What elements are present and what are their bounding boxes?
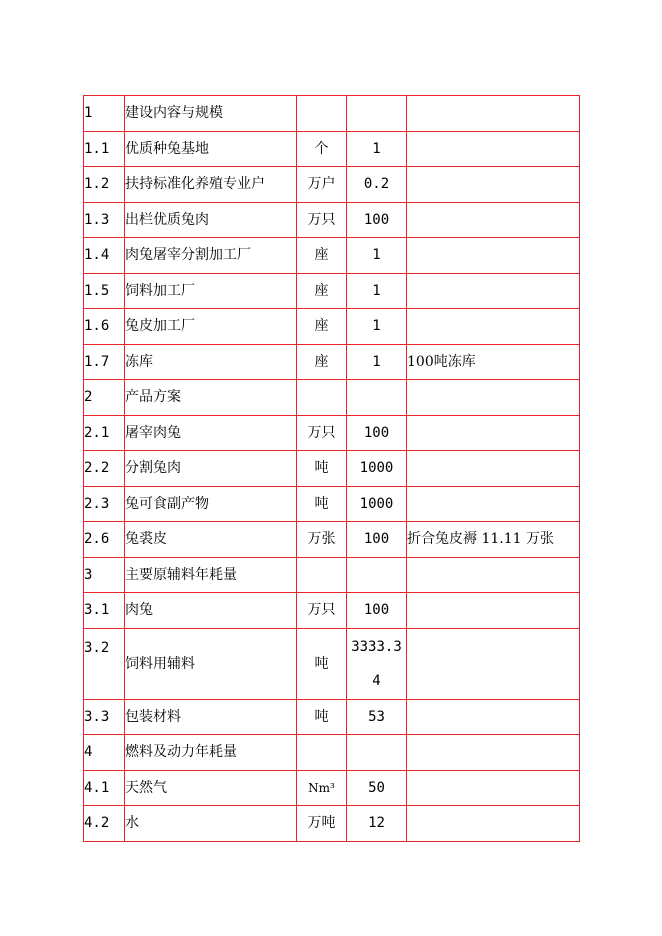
row-number: 1.1 (84, 131, 125, 167)
row-quantity: 1 (347, 238, 407, 274)
table-row (84, 451, 580, 487)
row-note: 折合兔皮褥 11.11 万张 (407, 522, 580, 558)
row-unit (297, 557, 347, 593)
row-quantity: 12 (347, 806, 407, 842)
row-quantity (347, 96, 407, 132)
row-note (407, 735, 580, 771)
row-note (407, 309, 580, 345)
row-unit: 座 (297, 309, 347, 345)
table-row (84, 415, 580, 451)
row-item: 天然气 (125, 770, 297, 806)
row-quantity: 0.2 (347, 167, 407, 203)
row-unit: Nm³ (297, 770, 347, 806)
row-number: 1.5 (84, 273, 125, 309)
table-row (84, 344, 580, 380)
table-row (84, 309, 580, 345)
row-item: 兔裘皮 (125, 522, 297, 558)
table-row (84, 238, 580, 274)
row-note (407, 131, 580, 167)
table-row (84, 735, 580, 771)
row-number: 1 (84, 96, 125, 132)
row-number: 2.1 (84, 415, 125, 451)
row-item: 兔可食副产物 (125, 486, 297, 522)
row-quantity: 1 (347, 131, 407, 167)
table-row (84, 522, 580, 558)
row-item: 出栏优质兔肉 (125, 202, 297, 238)
row-item: 水 (125, 806, 297, 842)
row-number: 2.2 (84, 451, 125, 487)
table-row (84, 628, 580, 699)
row-item: 分割兔肉 (125, 451, 297, 487)
table-row (84, 131, 580, 167)
row-number: 4 (84, 735, 125, 771)
row-number: 1.7 (84, 344, 125, 380)
row-item: 扶持标准化养殖专业户 (125, 167, 297, 203)
row-note (407, 628, 580, 699)
row-note (407, 770, 580, 806)
row-item: 饲料加工厂 (125, 273, 297, 309)
row-note (407, 593, 580, 629)
row-note (407, 96, 580, 132)
row-unit: 万只 (297, 202, 347, 238)
row-unit: 万只 (297, 415, 347, 451)
row-number: 1.2 (84, 167, 125, 203)
table-row (84, 806, 580, 842)
row-quantity (347, 557, 407, 593)
row-item: 肉兔 (125, 593, 297, 629)
table-row (84, 202, 580, 238)
row-unit: 万吨 (297, 806, 347, 842)
row-item: 建设内容与规模 (125, 96, 297, 132)
row-number: 3 (84, 557, 125, 593)
row-quantity: 1 (347, 309, 407, 345)
row-quantity: 1000 (347, 486, 407, 522)
row-number: 2.3 (84, 486, 125, 522)
row-quantity: 100 (347, 415, 407, 451)
row-unit (297, 735, 347, 771)
row-note (407, 451, 580, 487)
table-row (84, 770, 580, 806)
row-unit: 吨 (297, 628, 347, 699)
row-unit: 万张 (297, 522, 347, 558)
project-table (83, 95, 580, 842)
row-note (407, 557, 580, 593)
table-row (84, 699, 580, 735)
row-unit: 个 (297, 131, 347, 167)
table-row (84, 557, 580, 593)
row-note (407, 380, 580, 416)
row-item: 产品方案 (125, 380, 297, 416)
row-item: 冻库 (125, 344, 297, 380)
row-note (407, 273, 580, 309)
row-item: 饲料用辅料 (125, 628, 297, 699)
table-row (84, 593, 580, 629)
row-number: 3.2 (84, 628, 125, 699)
row-quantity: 1 (347, 273, 407, 309)
row-unit: 吨 (297, 486, 347, 522)
row-item: 肉兔屠宰分割加工厂 (125, 238, 297, 274)
row-note (407, 486, 580, 522)
row-item: 兔皮加工厂 (125, 309, 297, 345)
row-note (407, 202, 580, 238)
row-note (407, 415, 580, 451)
row-unit: 座 (297, 344, 347, 380)
row-note (407, 699, 580, 735)
row-item: 主要原辅料年耗量 (125, 557, 297, 593)
row-item: 优质种兔基地 (125, 131, 297, 167)
row-note: 100吨冻库 (407, 344, 580, 380)
row-unit: 吨 (297, 699, 347, 735)
row-unit (297, 96, 347, 132)
row-unit: 座 (297, 238, 347, 274)
row-quantity: 53 (347, 699, 407, 735)
table-row (84, 96, 580, 132)
row-quantity: 100 (347, 593, 407, 629)
row-quantity: 50 (347, 770, 407, 806)
row-number: 4.2 (84, 806, 125, 842)
row-unit: 万户 (297, 167, 347, 203)
row-item: 屠宰肉兔 (125, 415, 297, 451)
row-number: 2 (84, 380, 125, 416)
row-number: 2.6 (84, 522, 125, 558)
table-row (84, 273, 580, 309)
row-quantity (347, 735, 407, 771)
table-row (84, 486, 580, 522)
row-quantity: 3333.34 (347, 628, 407, 699)
table-row (84, 167, 580, 203)
row-item: 包装材料 (125, 699, 297, 735)
row-number: 1.6 (84, 309, 125, 345)
row-number: 3.1 (84, 593, 125, 629)
row-number: 4.1 (84, 770, 125, 806)
row-note (407, 238, 580, 274)
row-number: 3.3 (84, 699, 125, 735)
row-quantity: 1000 (347, 451, 407, 487)
row-quantity: 100 (347, 202, 407, 238)
row-number: 1.4 (84, 238, 125, 274)
row-unit: 万只 (297, 593, 347, 629)
row-number: 1.3 (84, 202, 125, 238)
row-unit (297, 380, 347, 416)
row-quantity: 1 (347, 344, 407, 380)
row-unit: 座 (297, 273, 347, 309)
row-note (407, 167, 580, 203)
row-quantity (347, 380, 407, 416)
row-quantity: 100 (347, 522, 407, 558)
row-item: 燃料及动力年耗量 (125, 735, 297, 771)
row-note (407, 806, 580, 842)
row-unit: 吨 (297, 451, 347, 487)
table-row (84, 380, 580, 416)
